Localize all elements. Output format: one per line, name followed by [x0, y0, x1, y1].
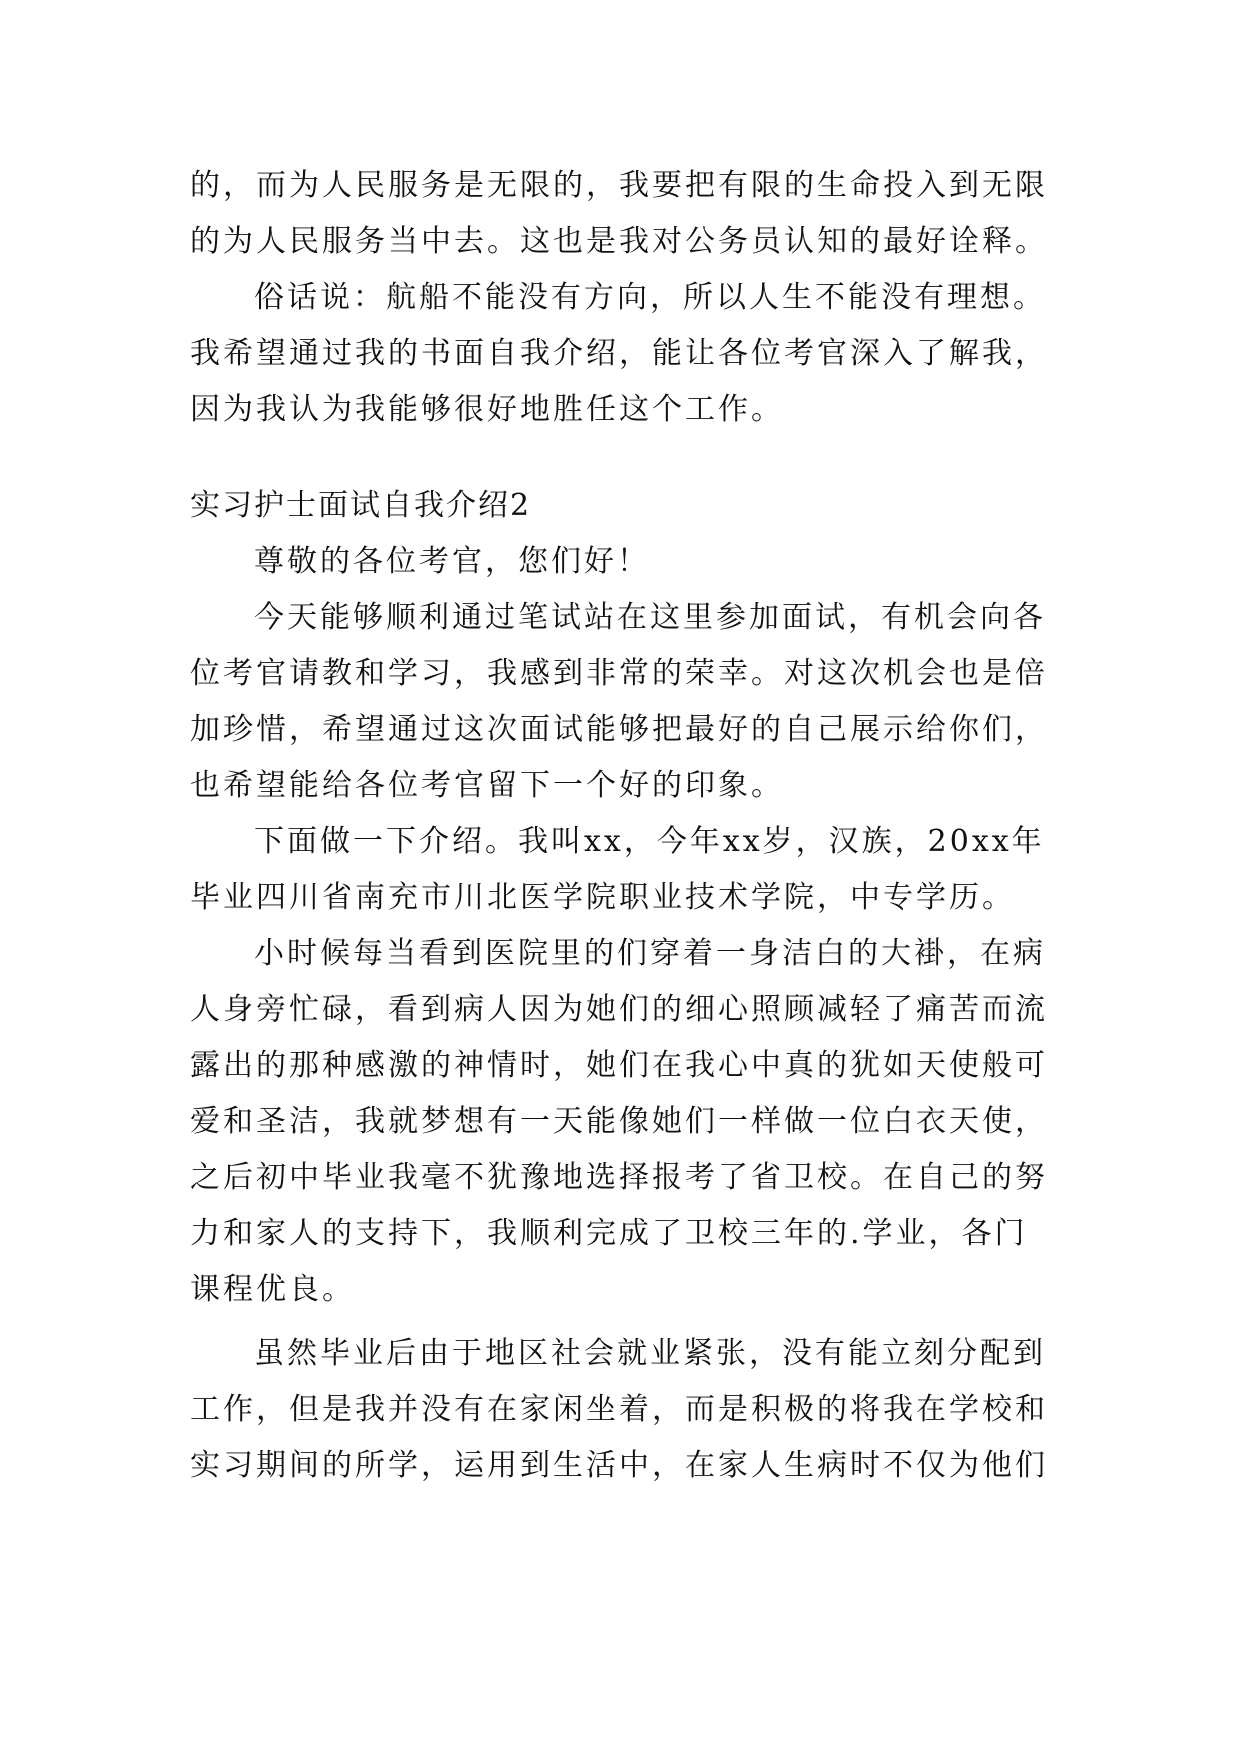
text-line: 位考官请教和学习，我感到非常的荣幸。对这次机会也是倍	[190, 656, 1048, 691]
text-line: 也希望能给各位考官留下一个好的印象。	[190, 768, 784, 803]
text-line: 露出的那种感激的神情时，她们在我心中真的犹如天使般可	[190, 1048, 1048, 1083]
paragraph-first-line: 小时候每当看到医院里的们穿着一身洁白的大褂，在病	[254, 936, 1046, 971]
greeting: 尊敬的各位考官，您们好！	[254, 544, 650, 579]
text-line: 力和家人的支持下，我顺利完成了卫校三年的.学业，各门	[190, 1216, 1028, 1251]
paragraph-first-line: 下面做一下介绍。我叫xx，今年xx岁，汉族，20xx年	[254, 824, 1045, 859]
paragraph-first-line: 今天能够顺利通过笔试站在这里参加面试，有机会向各	[254, 600, 1046, 635]
text-line: 课程优良。	[190, 1272, 355, 1307]
text-line: 加珍惜，希望通过这次面试能够把最好的自己展示给你们，	[190, 712, 1048, 747]
text-line: 实习期间的所学，运用到生活中，在家人生病时不仅为他们	[190, 1448, 1048, 1483]
section-title: 实习护士面试自我介绍2	[190, 488, 532, 523]
paragraph-first-line: 俗话说：航船不能没有方向，所以人生不能没有理想。	[254, 280, 1046, 315]
text-line: 工作，但是我并没有在家闲坐着，而是积极的将我在学校和	[190, 1392, 1048, 1427]
text-line: 爱和圣洁，我就梦想有一天能像她们一样做一位白衣天使，	[190, 1104, 1048, 1139]
text-line: 我希望通过我的书面自我介绍，能让各位考官深入了解我，	[190, 336, 1048, 371]
text-line: 因为我认为我能够很好地胜任这个工作。	[190, 392, 784, 427]
text-line: 毕业四川省南充市川北医学院职业技术学院，中专学历。	[190, 880, 1015, 915]
text-line: 的，而为人民服务是无限的，我要把有限的生命投入到无限	[190, 168, 1048, 203]
text-line: 的为人民服务当中去。这也是我对公务员认知的最好诠释。	[190, 224, 1048, 259]
text-line: 人身旁忙碌，看到病人因为她们的细心照顾减轻了痛苦而流	[190, 992, 1048, 1027]
document-body	[190, 158, 1050, 1494]
text-line: 之后初中毕业我毫不犹豫地选择报考了省卫校。在自己的努	[190, 1160, 1048, 1195]
paragraph-first-line: 虽然毕业后由于地区社会就业紧张，没有能立刻分配到	[254, 1336, 1046, 1371]
